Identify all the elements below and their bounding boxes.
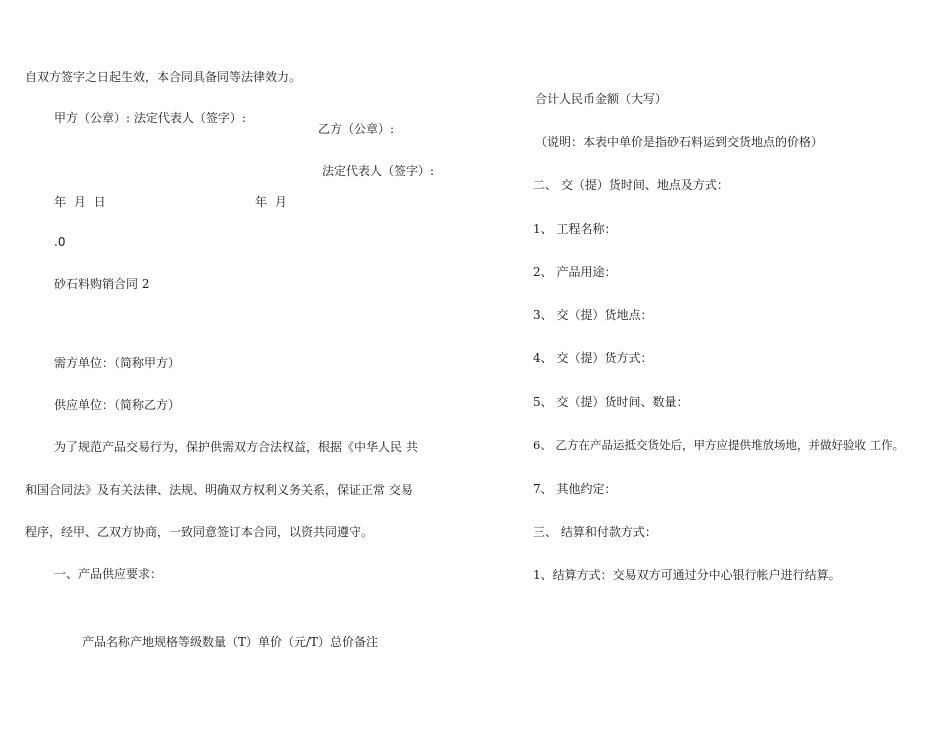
item-product-use: 2、 产品用途：: [533, 265, 617, 279]
intro-paragraph-line-2: 和国合同法》及有关法律、法规、明确双方权利义务关系，保证正常 交易: [25, 483, 413, 497]
settlement-method: 1、结算方式：交易双方可通过分中心银行帐户进行结算。: [533, 568, 841, 582]
item-delivery-time-quantity: 5、 交（提）货时间、数量：: [533, 395, 689, 409]
buyer-unit: 需方单位：（简称甲方）: [54, 356, 181, 370]
section-marker: .0: [54, 235, 66, 249]
item-project-name: 1、 工程名称：: [533, 222, 617, 236]
section-1-heading: 一、产品供应要求：: [54, 567, 163, 581]
supplier-unit: 供应单位：（简称乙方）: [54, 398, 181, 412]
section-2-heading: 二、 交（提）货时间、地点及方式：: [533, 178, 729, 192]
item-delivery-location: 3、 交（提）货地点：: [533, 308, 653, 322]
intro-paragraph-line-3: 程序，经甲、乙双方协商，一致同意签订本合同，以资共同遵守。: [25, 525, 374, 539]
product-table-header: 产品名称产地规格等级数量（T）单价（元/T）总价备注: [82, 635, 379, 649]
item-delivery-method: 4、 交（提）货方式：: [533, 351, 653, 365]
section-3-heading: 三、 结算和付款方式：: [533, 525, 657, 539]
party-b-representative: 法定代表人（签字）:: [322, 164, 435, 178]
effect-clause: 自双方签字之日起生效，本合同具备同等法律效力。: [25, 70, 302, 84]
total-amount-label: 合计人民币金额（大写）: [535, 92, 668, 106]
date-party-b: 年 月: [255, 195, 289, 209]
date-party-a: 年 月 日: [54, 195, 108, 209]
party-a-signature: 甲方（公章）: 法定代表人（签字）:: [54, 111, 246, 125]
party-b-seal: 乙方（公章）:: [318, 122, 395, 136]
price-note: （说明：本表中单价是指砂石料运到交货地点的价格）: [535, 135, 824, 149]
item-acceptance: 6、 乙方在产品运抵交货处后，甲方应提供堆放场地，并做好验收 工作。: [533, 438, 905, 452]
document-title: 砂石料购销合同 2: [54, 277, 150, 291]
intro-paragraph-line-1: 为了规范产品交易行为，保护供需双方合法权益，根据《中华人民 共: [54, 440, 418, 454]
item-other-terms: 7、 其他约定：: [533, 482, 617, 496]
